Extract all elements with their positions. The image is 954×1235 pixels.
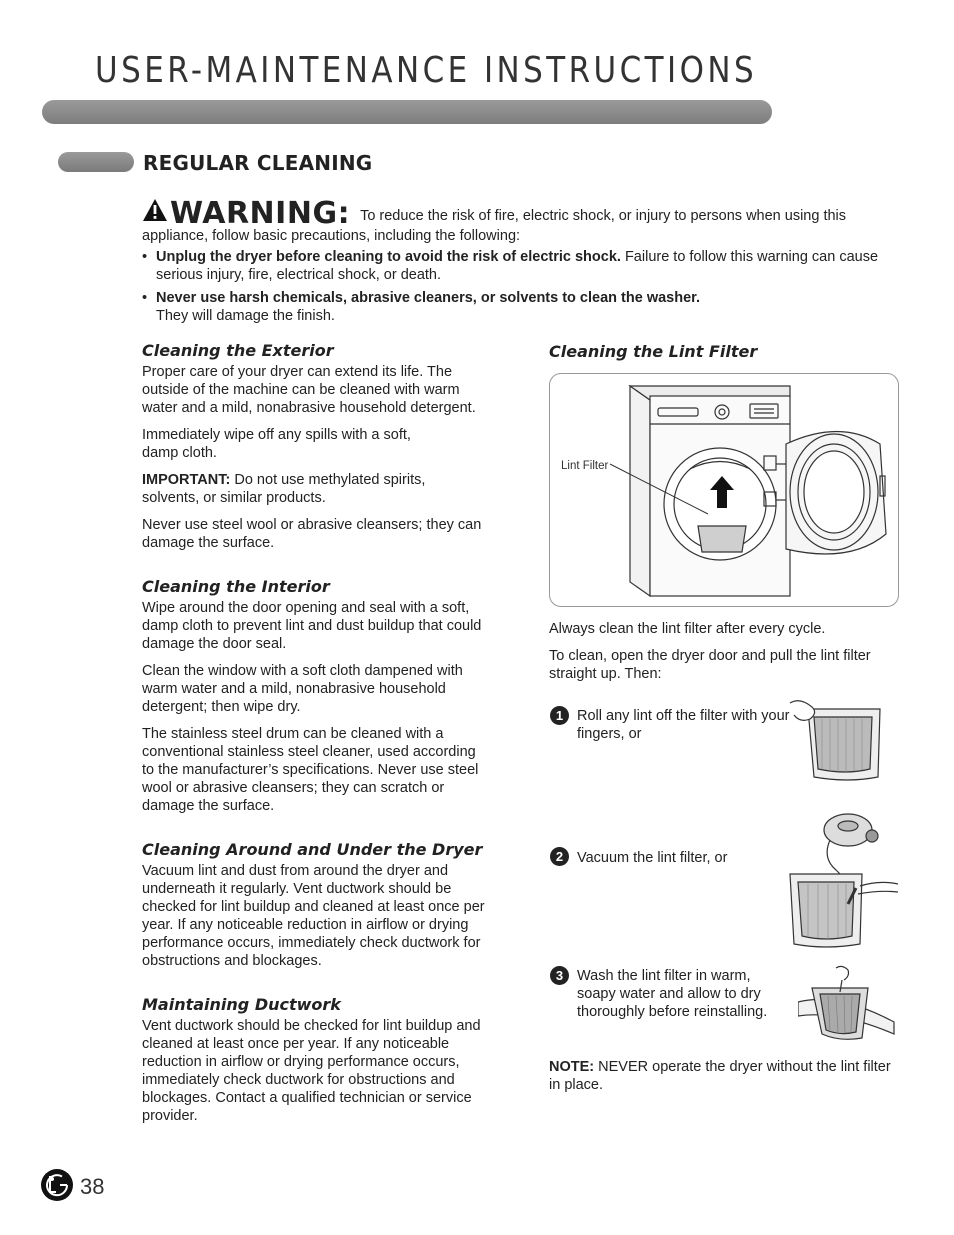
warning-bullet-1-bold: Unplug the dryer before cleaning to avoid the risk of electric shock. [156, 249, 621, 265]
title-bar [42, 100, 772, 124]
lint-intro [549, 620, 894, 692]
important-label: IMPORTANT: [142, 472, 231, 488]
exterior-p1: Proper care of your dryer can extend its life. The outside of the machine can be cleaned with warm water and a mild, nonabrasive household detergent. [142, 364, 476, 416]
exterior-p3-text: Do not use methylated spirits, solvents, or similar products. [142, 472, 426, 506]
lint-p1: Always clean the lint filter after every cycle. [549, 621, 826, 637]
ductwork-p1: Vent ductwork should be checked for lint buildup and cleaned at least once per year. If any noticeable reduction in airflow or drying performance occurs, immediately check ductwork for obstructions and blockages. Contact a qualified technician or service provider. [142, 1018, 481, 1124]
page-title: USER-MAINTENANCE INSTRUCTIONS [95, 50, 758, 91]
exterior-heading: Cleaning the Exterior [142, 341, 334, 360]
interior-p2: Clean the window with a soft cloth dampened with warm water and a mild, nonabrasive household detergent; then wipe dry. [142, 663, 463, 715]
section-title: REGULAR CLEANING [143, 151, 373, 175]
dryer-figure [549, 373, 899, 607]
interior-p1: Wipe around the door opening and seal with a soft, damp cloth to prevent lint and dust buildup that could damage the door seal. [142, 600, 482, 652]
warning-bullet-2-text: They will damage the finish. [156, 308, 335, 324]
warning-block [142, 198, 892, 325]
step-3-text: Wash the lint filter in warm, soapy water and allow to dry thoroughly before reinstalling. [577, 968, 768, 1020]
interior-heading: Cleaning the Interior [142, 577, 330, 596]
note-text: NEVER operate the dryer without the lint filter in place. [549, 1059, 891, 1093]
interior-p3: The stainless steel drum can be cleaned with a conventional stainless steel cleaner, used according to the manufacturer’s specifications. Never use steel wool or abrasive cleansers; they can scratch or damage the surface. [142, 726, 479, 814]
warning-bullet-2 [142, 289, 892, 325]
filter-roll-illustration [788, 697, 888, 790]
vacuum-illustration [786, 808, 900, 955]
section-pill [58, 152, 134, 172]
around-p1: Vacuum lint and dust from around the dryer and underneath it regularly. Vent ductwork should be checked for lint buildup and cleaned at least once per year. If any noticeable reduction in airflow or drying performance occurs, immediately check ductwork for obstructions and blockages. [142, 863, 485, 969]
page-number: 38 [80, 1174, 105, 1199]
note-label: NOTE: [549, 1059, 595, 1075]
left-column [142, 342, 497, 1134]
warning-label: WARNING: [170, 196, 351, 231]
step-3-number: 3 [550, 966, 569, 985]
warning-bullet-2-bold: Never use harsh chemicals, abrasive cleaners, or solvents to clean the washer. [156, 290, 701, 306]
step-1-number: 1 [550, 706, 569, 725]
ductwork-heading: Maintaining Ductwork [142, 995, 341, 1014]
warning-intro [142, 198, 892, 245]
lint-p2: To clean, open the dryer door and pull the lint filter straight up. Then: [549, 648, 871, 682]
lg-logo-icon [40, 1168, 74, 1207]
step-2-text: Vacuum the lint filter, or [577, 850, 728, 866]
exterior-p2: Immediately wipe off any spills with a soft, damp cloth. [142, 427, 411, 461]
warning-bullet-1 [142, 248, 892, 284]
exterior-p3 [142, 471, 497, 507]
warning-triangle-icon [142, 198, 168, 227]
lint-heading: Cleaning the Lint Filter [549, 342, 758, 361]
step-1-text: Roll any lint off the filter with your fingers, or [577, 708, 790, 742]
warning-bullet-1-text: Failure to follow this warning can cause serious injury, fire, electrical shock, or death. [156, 249, 879, 283]
lint-filter-label: Lint Filter [561, 460, 609, 472]
lint-note [549, 1058, 894, 1094]
step-2-number: 2 [550, 847, 569, 866]
exterior-p4: Never use steel wool or abrasive cleansers; they can damage the surface. [142, 517, 482, 551]
wash-illustration [798, 962, 898, 1049]
dryer-illustration [550, 374, 897, 605]
warning-intro-text: To reduce the risk of fire, electric shock, or injury to persons when using this appliance, follow basic precautions, including the following: [142, 208, 847, 244]
around-heading: Cleaning Around and Under the Dryer [142, 840, 483, 859]
